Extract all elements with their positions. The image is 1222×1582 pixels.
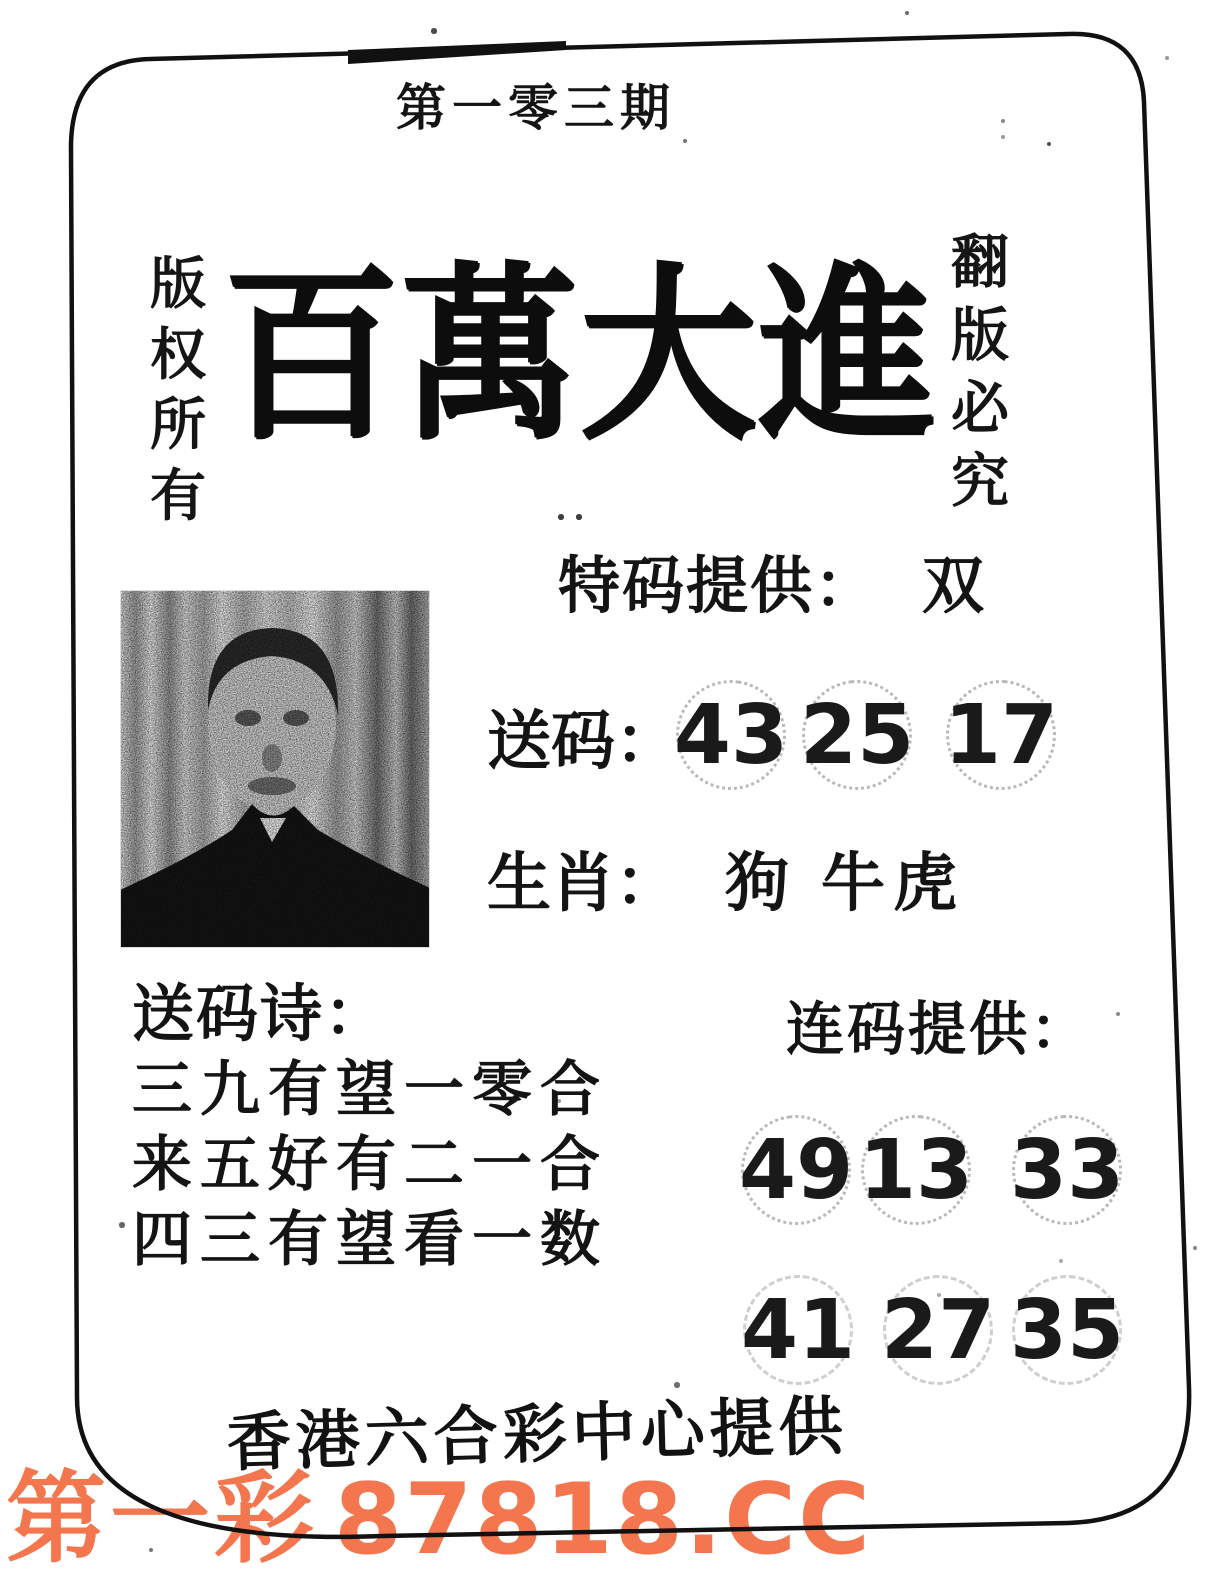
copyright-left-text: 版权所有 [150, 254, 206, 528]
consecutive-number: 41 [740, 1282, 856, 1378]
consecutive-number: 27 [880, 1282, 996, 1378]
zodiac-value: 狗 牛虎 [725, 848, 965, 919]
consecutive-number: 33 [1009, 1122, 1125, 1218]
consecutive-number-circle [878, 1270, 997, 1389]
scan-artifact-wedge [348, 41, 566, 64]
gift-number: 25 [799, 687, 915, 783]
gift-number: 43 [673, 687, 789, 783]
watermark-brand: 第一彩 [6, 1460, 318, 1577]
gift-numbers-label: 送码： [487, 706, 679, 777]
consecutive-number: 35 [1009, 1282, 1125, 1378]
gift-number: 17 [943, 687, 1059, 783]
consecutive-number-circle [735, 1109, 858, 1232]
consecutive-number-circle [1008, 1111, 1125, 1228]
poem-line: 四三有望看一数 [132, 1207, 608, 1273]
consecutive-number: 49 [738, 1122, 854, 1218]
masthead-title: 百萬大進 [222, 252, 937, 461]
copyright-right-text: 翻版必究 [950, 230, 1009, 515]
footer-provider-text: 香港六合彩中心提供 [225, 1390, 849, 1480]
gift-number-circle [942, 676, 1059, 793]
poem-block [132, 964, 608, 1278]
poem-line: 三九有望一零合 [132, 1057, 608, 1123]
watermark-site: 87818.CC [334, 1463, 873, 1577]
consecutive-number: 13 [858, 1122, 974, 1218]
special-code-label: 特码提供： [558, 553, 879, 621]
issue-number: 第一零三期 [396, 80, 676, 136]
scan-dust-specks [0, 0, 2, 2]
gift-number-circle [797, 675, 918, 796]
gift-number-circle [669, 673, 793, 797]
consecutive-number-circle [1009, 1272, 1125, 1388]
portrait-photo [120, 590, 430, 948]
poem-title: 送码诗： [132, 981, 389, 1049]
consecutive-number-circle [738, 1270, 859, 1391]
poem-line: 来五好有二一合 [132, 1132, 608, 1198]
special-code-line [558, 536, 984, 625]
zodiac-label: 生肖： [487, 848, 679, 919]
consecutive-number-circle [856, 1110, 975, 1229]
zodiac-line [487, 832, 965, 924]
special-code-value: 双 [922, 553, 985, 621]
consecutive-label: 连码提供： [786, 997, 1092, 1062]
